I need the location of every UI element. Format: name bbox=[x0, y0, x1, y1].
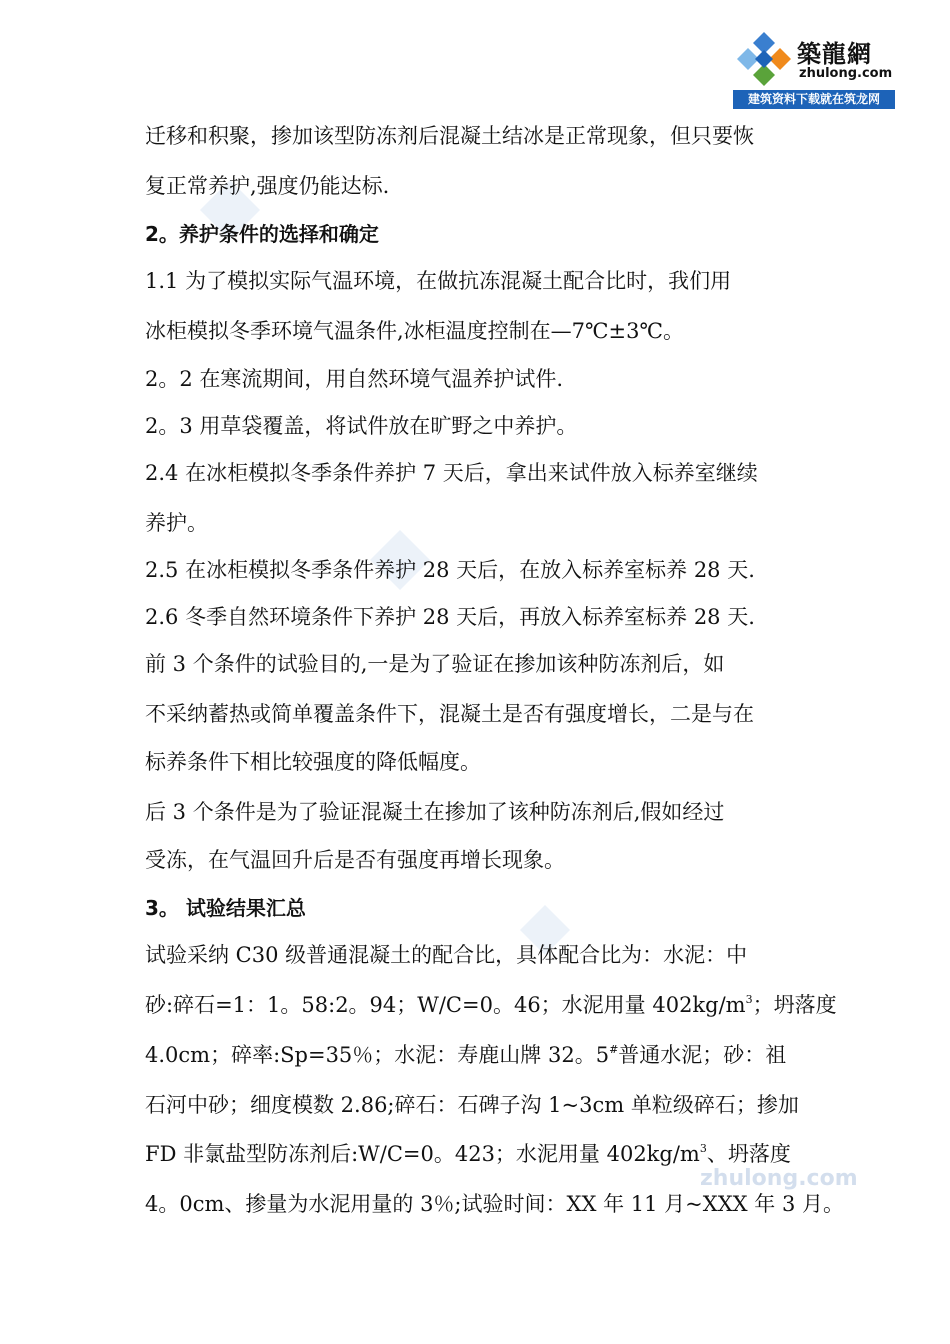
logo-emblem-icon bbox=[735, 30, 793, 88]
paragraph-line: 1.1 为了模拟实际气温环境，在做抗冻混凝土配合比时，我们用 bbox=[145, 269, 732, 293]
paragraph-line: 受冻，在气温回升后是否有强度再增长现象。 bbox=[145, 848, 565, 872]
paragraph-line: 砂:碎石=1：1。58:2。94；W/C=0。46；水泥用量 $402kg/m^3$；坍落度 bbox=[145, 993, 837, 1017]
logo-domain: zhulong.com bbox=[799, 66, 893, 81]
paragraph-line: 4.0cm；碎率:Sp=35％；水泥：寿鹿山牌 32。5#普通水泥；砂：祖 bbox=[145, 1043, 787, 1067]
paragraph-line: 后 3 个条件是为了验证混凝土在掺加了该种防冻剂后,假如经过 bbox=[145, 800, 725, 824]
paragraph-line: 复正常养护,强度仍能达标. bbox=[145, 174, 390, 198]
paragraph-line: 不采纳蓄热或简单覆盖条件下，混凝土是否有强度增长，二是与在 bbox=[145, 702, 754, 726]
logo-name: 築龍網 bbox=[797, 39, 872, 68]
paragraph-line: 2.4 在冰柜模拟冬季条件养护 7 天后，拿出来试件放入标养室继续 bbox=[145, 461, 758, 485]
paragraph-line: 2。3 用草袋覆盖，将试件放在旷野之中养护。 bbox=[145, 414, 578, 438]
section-heading-3: 3。 试验结果汇总 bbox=[145, 896, 306, 920]
paragraph-line: 4。0cm、掺量为水泥用量的 3％;试验时间：XX 年 11 月~XXX 年 3 月。 bbox=[145, 1192, 844, 1216]
paragraph-line: 石河中砂；细度模数 2.86;碎石：石碑子沟 1~3cm 单粒级碎石；掺加 bbox=[145, 1093, 799, 1117]
section-heading-2: 2。养护条件的选择和确定 bbox=[145, 222, 379, 246]
zhulong-logo bbox=[733, 28, 895, 110]
paragraph-line: FD 非氯盐型防冻剂后:W/C=0。423；水泥用量 $402kg/m^3$、坍落度 bbox=[145, 1142, 791, 1166]
logo-tagline: 建筑资料下载就在筑龙网 bbox=[733, 90, 895, 109]
paragraph-line: 2。2 在寒流期间，用自然环境气温养护试件. bbox=[145, 367, 564, 391]
paragraph-line: 标养条件下相比较强度的降低幅度。 bbox=[145, 750, 481, 774]
paragraph-line: 冰柜模拟冬季环境气温条件,冰柜温度控制在—7℃±3℃。 bbox=[145, 319, 684, 343]
paragraph-line: 2.6 冬季自然环境条件下养护 28 天后，再放入标养室标养 28 天. bbox=[145, 605, 755, 629]
paragraph-line: 2.5 在冰柜模拟冬季条件养护 28 天后，在放入标养室标养 28 天. bbox=[145, 558, 755, 582]
paragraph-line: 前 3 个条件的试验目的,一是为了验证在掺加该种防冻剂后，如 bbox=[145, 652, 725, 676]
paragraph-line: 养护。 bbox=[145, 511, 208, 535]
paragraph-line: 迁移和积聚，掺加该型防冻剂后混凝土结冰是正常现象，但只要恢 bbox=[145, 124, 754, 148]
paragraph-line: 试验采纳 C30 级普通混凝土的配合比，具体配合比为：水泥：中 bbox=[145, 943, 748, 967]
watermark-text: zhulong.com bbox=[700, 1166, 858, 1191]
